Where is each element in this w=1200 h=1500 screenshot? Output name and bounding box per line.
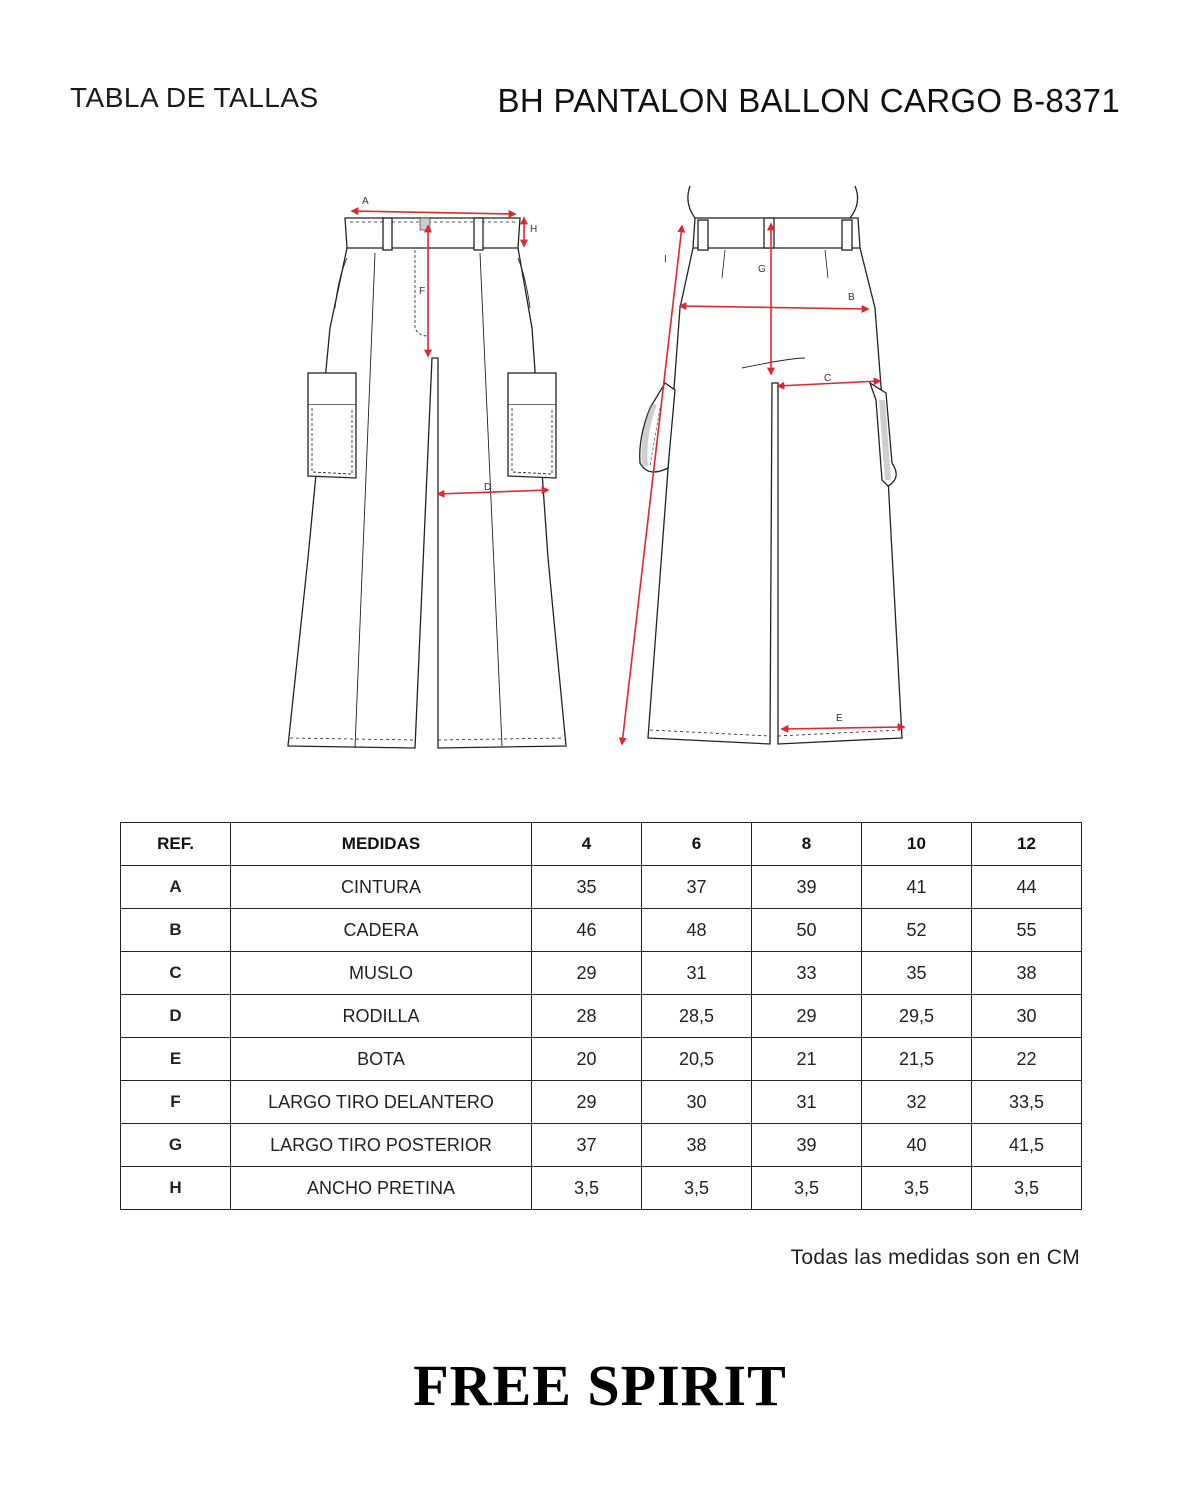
row-medida: MUSLO (231, 952, 532, 995)
row-value: 21 (752, 1038, 862, 1081)
row-value: 3,5 (862, 1167, 972, 1210)
row-ref: G (121, 1124, 231, 1167)
row-value: 22 (972, 1038, 1082, 1081)
header-ref: REF. (121, 823, 231, 866)
row-value: 29 (532, 952, 642, 995)
row-value: 52 (862, 909, 972, 952)
row-value: 29 (752, 995, 862, 1038)
row-value: 39 (752, 866, 862, 909)
label-b: B (848, 292, 855, 303)
row-value: 41,5 (972, 1124, 1082, 1167)
row-medida: RODILLA (231, 995, 532, 1038)
header-size-4: 4 (532, 823, 642, 866)
row-value: 55 (972, 909, 1082, 952)
row-value: 32 (862, 1081, 972, 1124)
row-value: 37 (642, 866, 752, 909)
label-d: D (484, 482, 492, 493)
row-value: 3,5 (972, 1167, 1082, 1210)
row-value: 48 (642, 909, 752, 952)
row-value: 3,5 (642, 1167, 752, 1210)
label-g: G (758, 264, 766, 275)
row-value: 39 (752, 1124, 862, 1167)
row-value: 30 (972, 995, 1082, 1038)
label-f: F (419, 286, 426, 297)
row-value: 46 (532, 909, 642, 952)
table-row (121, 1167, 1082, 1210)
brand-logo: FREE SPIRIT (413, 1353, 787, 1418)
table-row (121, 995, 1082, 1038)
row-value: 3,5 (532, 1167, 642, 1210)
header-medidas: MEDIDAS (231, 823, 532, 866)
label-h: H (530, 224, 538, 235)
table-row (121, 1038, 1082, 1081)
row-value: 28,5 (642, 995, 752, 1038)
row-medida: BOTA (231, 1038, 532, 1081)
row-ref: E (121, 1038, 231, 1081)
row-ref: C (121, 952, 231, 995)
table-row (121, 1124, 1082, 1167)
row-value: 37 (532, 1124, 642, 1167)
row-ref: A (121, 866, 231, 909)
row-value: 50 (752, 909, 862, 952)
row-value: 29 (532, 1081, 642, 1124)
chart-title: TABLA DE TALLAS (70, 82, 319, 113)
row-ref: B (121, 909, 231, 952)
row-value: 35 (862, 952, 972, 995)
row-value: 20,5 (642, 1038, 752, 1081)
row-value: 31 (642, 952, 752, 995)
row-value: 33,5 (972, 1081, 1082, 1124)
table-row (121, 952, 1082, 995)
label-e: E (836, 713, 843, 724)
row-value: 20 (532, 1038, 642, 1081)
label-i: I (664, 254, 667, 265)
header-size-10: 10 (862, 823, 972, 866)
label-a: A (362, 196, 369, 207)
row-value: 35 (532, 866, 642, 909)
table-row (121, 866, 1082, 909)
row-ref: F (121, 1081, 231, 1124)
table-header-row (121, 823, 1082, 866)
row-value: 40 (862, 1124, 972, 1167)
row-value: 41 (862, 866, 972, 909)
table-row (121, 909, 1082, 952)
row-medida: LARGO TIRO DELANTERO (231, 1081, 532, 1124)
pants-technical-drawing (270, 178, 930, 763)
row-value: 21,5 (862, 1038, 972, 1081)
row-ref: H (121, 1167, 231, 1210)
row-value: 30 (642, 1081, 752, 1124)
row-value: 38 (642, 1124, 752, 1167)
row-value: 29,5 (862, 995, 972, 1038)
row-value: 44 (972, 866, 1082, 909)
row-ref: D (121, 995, 231, 1038)
row-medida: ANCHO PRETINA (231, 1167, 532, 1210)
row-value: 3,5 (752, 1167, 862, 1210)
row-medida: CINTURA (231, 866, 532, 909)
label-c: C (824, 373, 832, 384)
size-table (120, 822, 1082, 1210)
row-medida: LARGO TIRO POSTERIOR (231, 1124, 532, 1167)
row-value: 38 (972, 952, 1082, 995)
row-value: 28 (532, 995, 642, 1038)
header-size-12: 12 (972, 823, 1082, 866)
header-size-6: 6 (642, 823, 752, 866)
front-view-drawing (288, 218, 566, 748)
row-medida: CADERA (231, 909, 532, 952)
product-name: BH PANTALON BALLON CARGO B-8371 (497, 82, 1120, 119)
back-measure-lines (622, 224, 904, 744)
units-note: Todas las medidas son en CM (790, 1246, 1080, 1269)
row-value: 31 (752, 1081, 862, 1124)
header-size-8: 8 (752, 823, 862, 866)
row-value: 33 (752, 952, 862, 995)
table-row (121, 1081, 1082, 1124)
